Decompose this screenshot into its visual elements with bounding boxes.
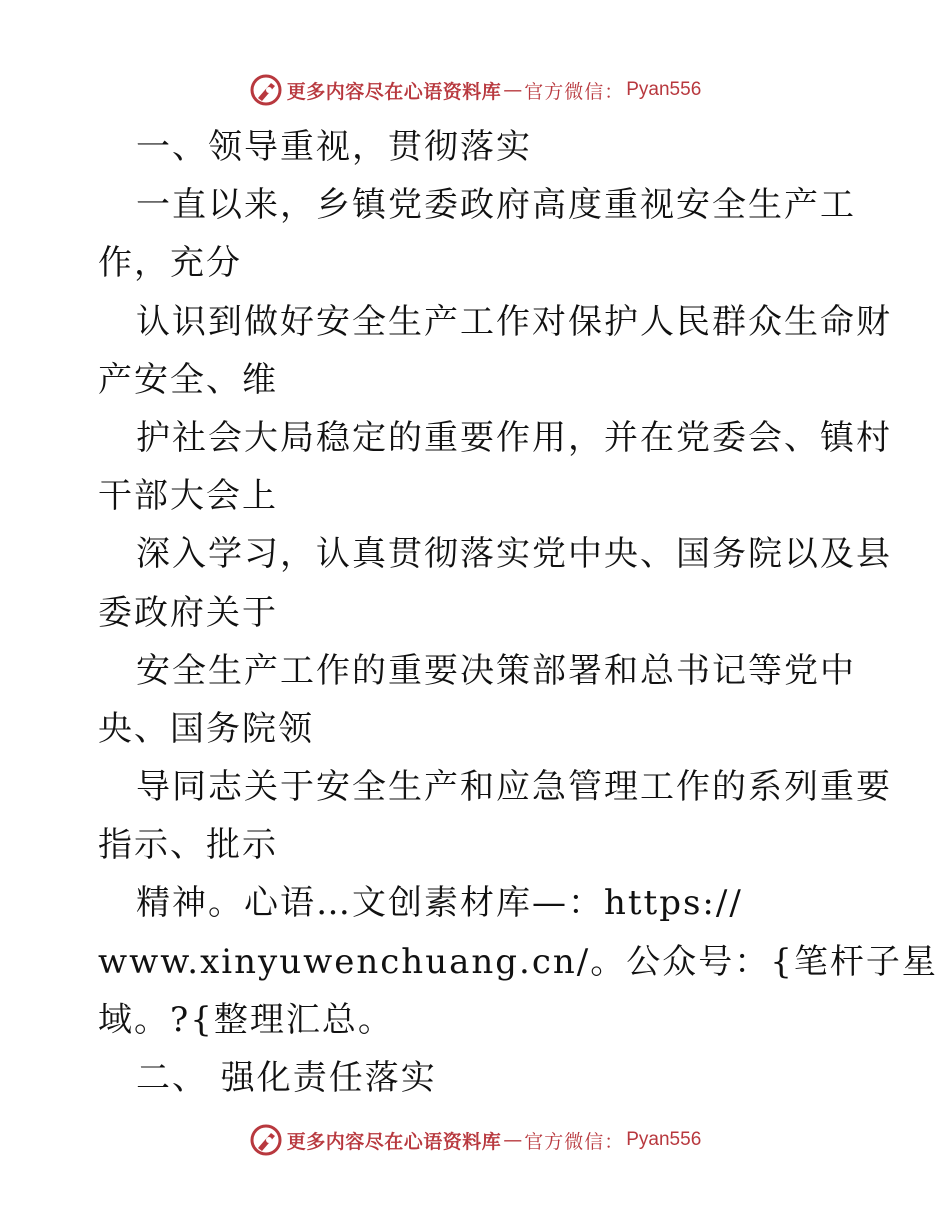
banner-wechat-label: 官方微信：	[524, 1130, 625, 1153]
text-line: 委政府关于	[98, 592, 278, 633]
section-heading-2: 二、 强化责任落实	[136, 1058, 437, 1098]
text-line: 导同志关于安全生产和应急管理工作的系列重要	[136, 767, 892, 808]
text-line: 认识到做好安全生产工作对保护人民群众生命财	[136, 301, 892, 342]
text-line: 安全生产工作的重要决策部署和总书记等党中	[136, 650, 856, 691]
banner-wechat-label: 官方微信：	[524, 80, 625, 103]
header-watermark-banner	[0, 70, 950, 110]
text-line: 央、国务院领	[98, 708, 314, 749]
text-line: 指示、批示	[98, 825, 278, 866]
text-line: 作，充分	[98, 243, 242, 284]
text-line: 域。?{整理汇总。	[98, 999, 394, 1040]
banner-main-text: 更多内容尽在心语资料库	[286, 1130, 502, 1153]
banner-dash: —	[503, 79, 523, 101]
text-line: 深入学习，认真贯彻落实党中央、国务院以及县	[136, 534, 892, 575]
text-line: 产安全、维	[98, 359, 278, 400]
footer-watermark-banner	[0, 1120, 950, 1160]
text-line: 一直以来，乡镇党委政府高度重视安全生产工	[136, 185, 856, 226]
text-line: 精神。心语…文创素材库—：https://	[136, 883, 743, 924]
text-line: 护社会大局稳定的重要作用，并在党委会、镇村	[136, 417, 892, 458]
pen-logo-icon	[249, 1123, 283, 1157]
banner-main-text: 更多内容尽在心语资料库	[286, 80, 502, 103]
banner-wechat-id: Pyan556	[626, 79, 702, 100]
text-line: 干部大会上	[98, 476, 278, 517]
banner-wechat-id: Pyan556	[626, 1129, 702, 1150]
text-line: www.xinyuwenchuang.cn/。公众号：{笔杆子星	[98, 941, 938, 982]
document-body	[98, 118, 938, 1107]
pen-logo-icon	[249, 73, 283, 107]
banner-dash: —	[503, 1129, 523, 1151]
section-heading-1: 一、领导重视，贯彻落实	[136, 127, 532, 167]
